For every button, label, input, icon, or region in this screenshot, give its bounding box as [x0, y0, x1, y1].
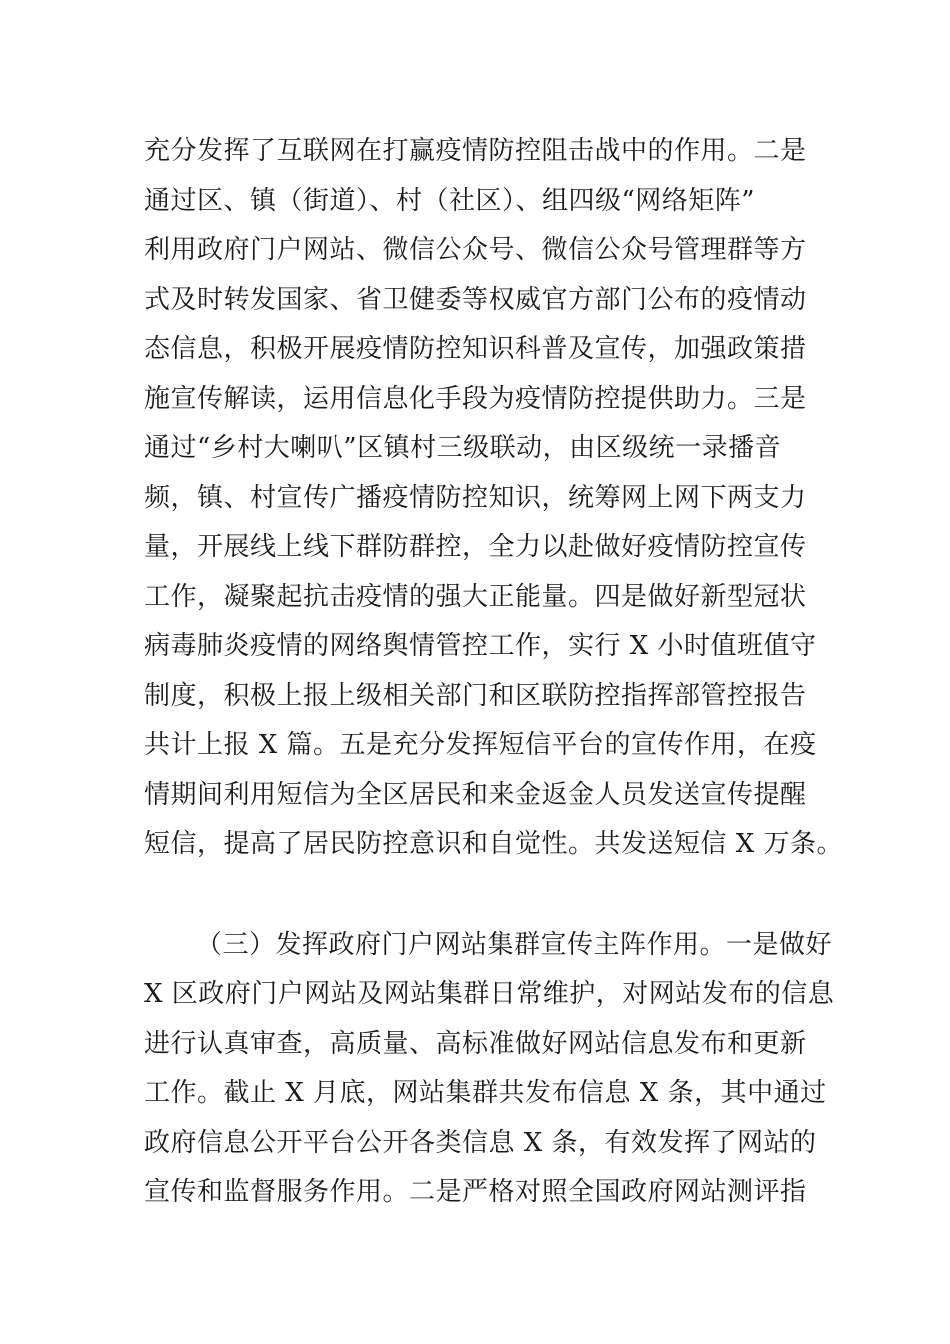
text-line: （三）发挥政府门户网站集群宣传主阵作用。一是做好: [196, 930, 833, 960]
text-line: 政府信息公开平台公开各类信息 X 条，有效发挥了网站的: [144, 1128, 817, 1158]
text-line: 态信息，积极开展疫情防控知识科普及宣传，加强政策措: [144, 334, 807, 364]
text-line: 式及时转发国家、省卫健委等权威官方部门公布的疫情动: [144, 285, 807, 315]
text-line: 通过区、镇（街道）、村（社区）、组四级“网络矩阵”: [144, 186, 756, 216]
text-line: 进行认真审查，高质量、高标准做好网站信息发布和更新: [144, 1029, 807, 1059]
text-line: 通过“乡村大喇叭”区镇村三级联动，由区级统一录播音: [144, 433, 782, 463]
text-line: 充分发挥了互联网在打赢疫情防控阻击战中的作用。二是: [144, 136, 807, 166]
text-line: 共计上报 X 篇。五是充分发挥短信平台的宣传作用，在疫: [144, 730, 817, 760]
text-line: 频，镇、村宣传广播疫情防控知识，统筹网上网下两支力: [144, 483, 807, 513]
text-line: 制度，积极上报上级相关部门和区联防控指挥部管控报告: [144, 681, 807, 711]
text-line: 工作。截止 X 月底，网站集群共发布信息 X 条，其中通过: [144, 1078, 827, 1108]
text-line: 病毒肺炎疫情的网络舆情管控工作，实行 X 小时值班值守: [144, 631, 817, 661]
text-line: 利用政府门户网站、微信公众号、微信公众号管理群等方: [144, 235, 807, 265]
text-line: 量，开展线上线下群防群控，全力以赴做好疫情防控宣传: [144, 532, 807, 562]
text-line: 施宣传解读，运用信息化手段为疫情防控提供助力。三是: [144, 384, 807, 414]
text-line: 情期间利用短信为全区居民和来金返金人员发送宣传提醒: [144, 780, 807, 810]
text-line: 短信，提高了居民防控意识和自觉性。共发送短信 X 万条。: [144, 829, 844, 859]
text-line: 工作，凝聚起抗击疫情的强大正能量。四是做好新型冠状: [144, 582, 807, 612]
text-line: X 区政府门户网站及网站集群日常维护，对网站发布的信息: [144, 979, 835, 1009]
text-line: 宣传和监督服务作用。二是严格对照全国政府网站测评指: [144, 1177, 807, 1207]
